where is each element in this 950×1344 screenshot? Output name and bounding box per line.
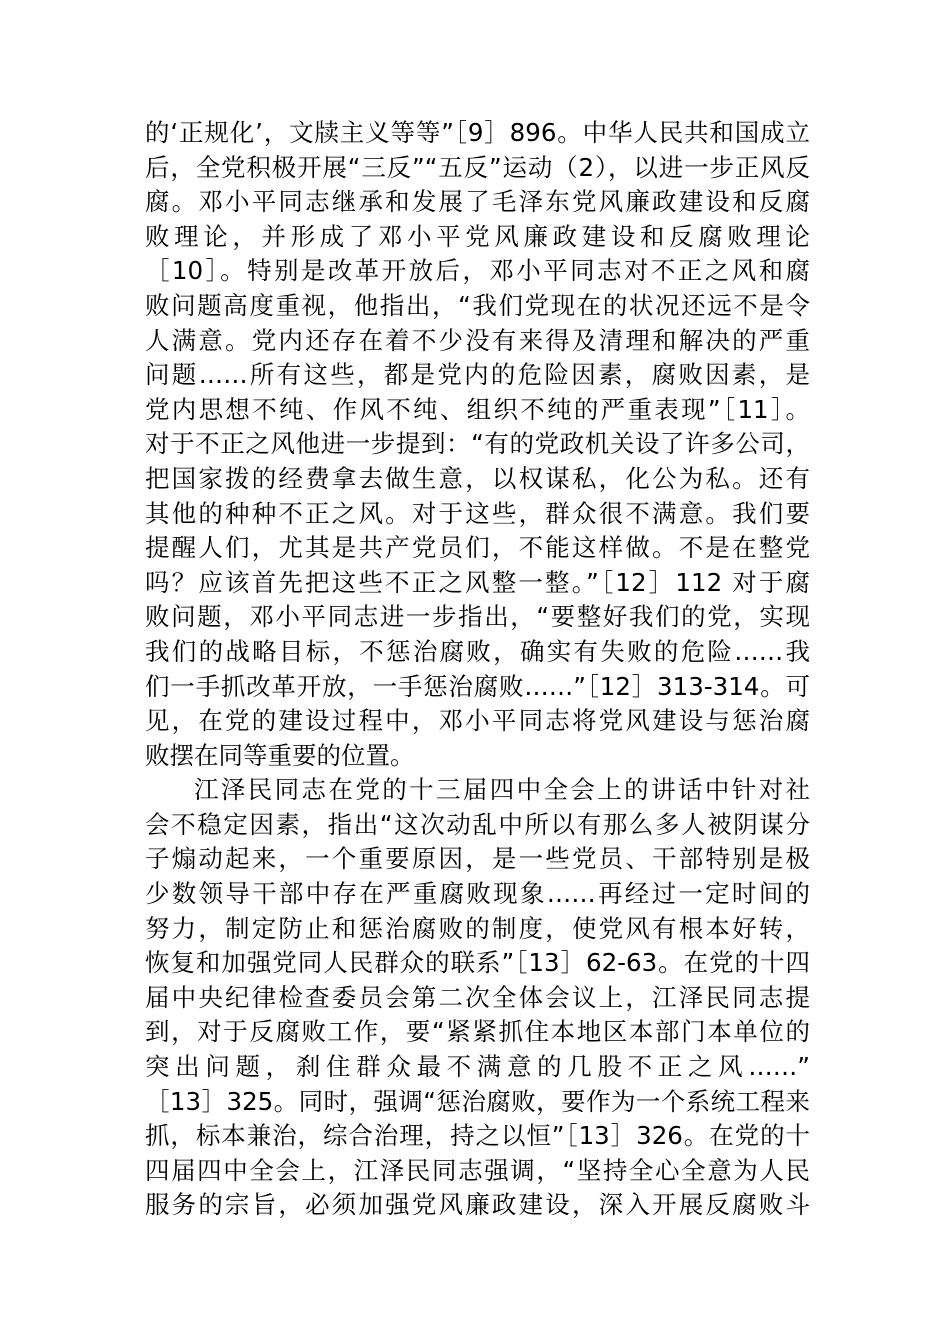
- text-line: 党内思想不纯、作风不纯、组织不纯的严重表现”［11］。: [145, 394, 810, 424]
- text-line: 问题……所有这些，都是党内的危险因素，腐败因素，是: [145, 360, 810, 390]
- text-line: 努力，制定防止和惩治腐败的制度，使党风有根本好转，: [145, 913, 810, 943]
- text-line: 少数领导干部中存在严重腐败现象……再经过一定时间的: [145, 879, 810, 909]
- text-line: 把国家拨的经费拿去做生意，以权谋私，化公为私。还有: [145, 463, 810, 493]
- text-line: 四届四中全会上，江泽民同志强调，“坚持全心全意为人民: [145, 1155, 810, 1185]
- text-line: 败问题，邓小平同志进一步指出，“要整好我们的党，实现: [145, 602, 810, 632]
- text-line: 见，在党的建设过程中，邓小平同志将党风建设与惩治腐: [145, 706, 810, 736]
- text-line: 届中央纪律检查委员会第二次全体会议上，江泽民同志提: [145, 982, 810, 1012]
- text-line: 会不稳定因素，指出“这次动乱中所以有那么多人被阴谋分: [145, 809, 810, 839]
- text-line: 吗？应该首先把这些不正之风整一整。”［12］112 对于腐: [145, 567, 810, 597]
- text-line: 江泽民同志在党的十三届四中全会上的讲话中针对社: [194, 775, 810, 805]
- text-line: 子煽动起来，一个重要原因，是一些党员、干部特别是极: [145, 844, 810, 874]
- paragraph-1: [145, 116, 810, 773]
- body-text: [145, 116, 810, 1223]
- text-line: 败理论，并形成了邓小平党风廉政建设和反腐败理论: [145, 221, 810, 251]
- text-line: 服务的宗旨，必须加强党风廉政建设，深入开展反腐败斗: [145, 1190, 810, 1220]
- text-line: 腐。邓小平同志继承和发展了毛泽东党风廉政建设和反腐: [145, 187, 810, 217]
- text-line: 败问题高度重视，他指出，“我们党现在的状况还远不是令: [145, 290, 810, 320]
- text-line: 对于不正之风他进一步提到：“有的党政机关设了许多公司，: [145, 429, 810, 459]
- text-line: ［10］。特别是改革开放后，邓小平同志对不正之风和腐: [145, 256, 810, 286]
- text-line: 败摆在同等重要的位置。: [145, 740, 415, 770]
- text-line: 抓，标本兼治，综合治理，持之以恒”［13］326。在党的十: [145, 1121, 810, 1151]
- text-line: 恢复和加强党同人民群众的联系”［13］62-63。在党的十四: [145, 948, 810, 978]
- text-line: 人满意。党内还存在着不少没有来得及清理和解决的严重: [145, 325, 810, 355]
- text-line: 其他的种种不正之风。对于这些，群众很不满意。我们要: [145, 498, 810, 528]
- paragraph-2: [145, 773, 810, 1223]
- text-line: 后，全党积极开展“三反”“五反”运动（2），以进一步正风反: [145, 152, 810, 182]
- text-line: 的‘正规化’，文牍主义等等”［9］896。中华人民共和国成立: [145, 118, 810, 147]
- text-line: ［13］325。同时，强调“惩治腐败，要作为一个系统工程来: [145, 1086, 810, 1116]
- text-line: 突出问题，刹住群众最不满意的几股不正之风……”: [145, 1052, 810, 1082]
- text-line: 我们的战略目标，不惩治腐败，确实有失败的危险……我: [145, 636, 810, 666]
- text-line: 到，对于反腐败工作，要“紧紧抓住本地区本部门本单位的: [145, 1017, 810, 1047]
- text-line: 提醒人们，尤其是共产党员们，不能这样做。不是在整党: [145, 533, 810, 563]
- text-line: 们一手抓改革开放，一手惩治腐败……”［12］313-314。可: [145, 671, 810, 701]
